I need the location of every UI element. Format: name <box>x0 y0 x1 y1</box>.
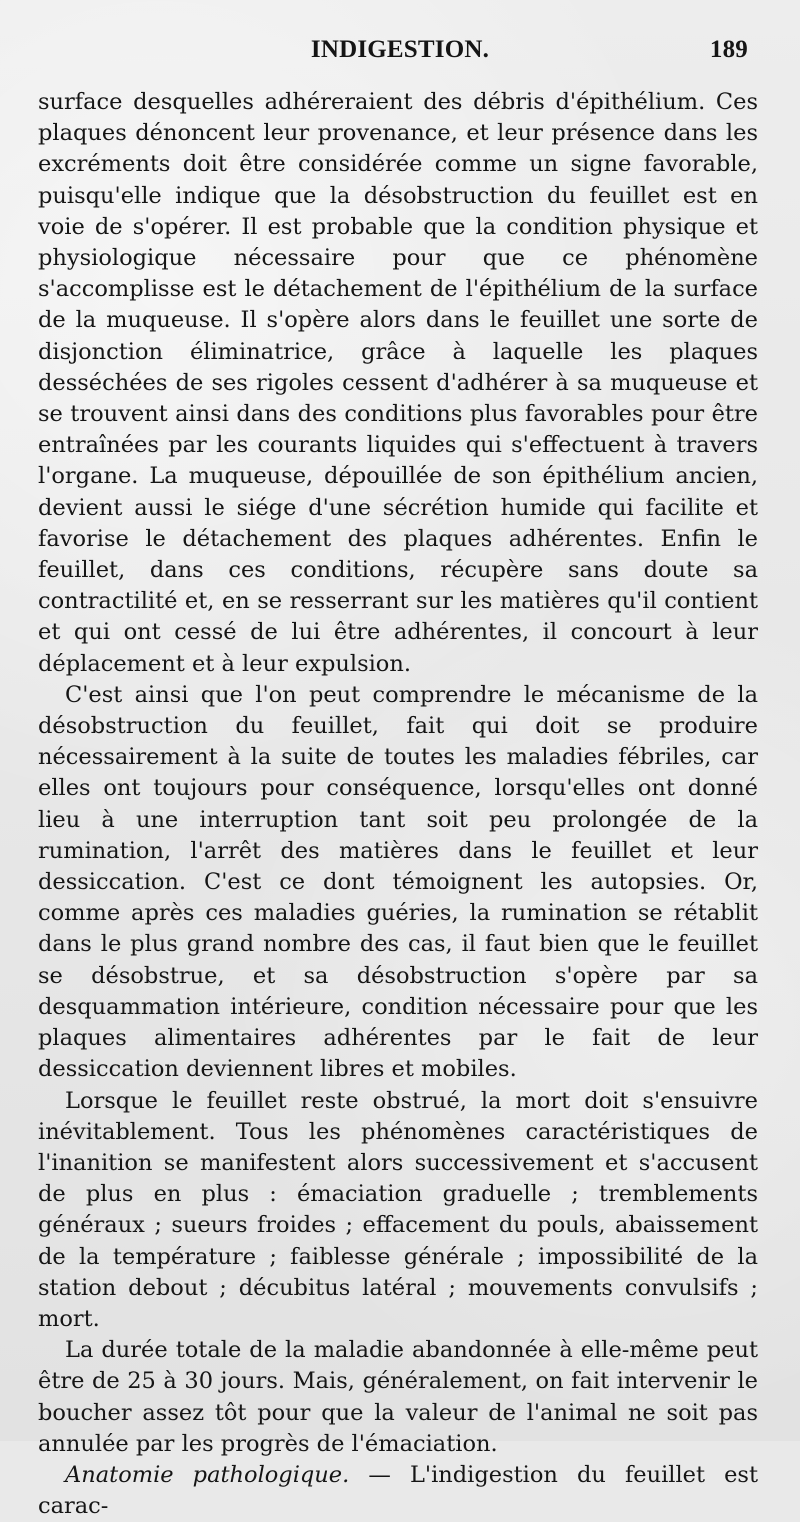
running-header <box>38 28 762 68</box>
paragraph-3: Lorsque le feuillet reste obstrué, la mort doit s'ensuivre inévitablement. Tous les phénomènes caractéristiques de l'inanition se manifestent alors successivement et s'accusent de plus en plus : émaciation graduelle ; tremblements généraux ; sueurs froides ; effacement du pouls, abaissement de la température ; faiblesse générale ; impossibilité de la station debout ; décubitus latéral ; mouvements convulsifs ; mort. <box>38 1087 758 1332</box>
page-number: 189 <box>709 36 748 63</box>
section-heading-continuation: — L'indigestion du feuillet est carac- <box>38 1461 759 1520</box>
section-heading-italic: Anatomie pathologique. <box>65 1461 350 1488</box>
paragraph-2: C'est ainsi que l'on peut comprendre le mécanisme de la désobstruction du feuillet, fait qui doit se produire nécessairement à la suite de toutes les maladies fébriles, car elles ont toujours pour conséquence, lorsqu'elles ont donné lieu à une interruption tant soit peu prolongée de la rumination, l'arrêt des matières dans le feuillet et leur dessiccation. C'est ce dont témoignent les autopsies. Or, comme après ces maladies guéries, la rumination se rétablit dans le plus grand nombre des cas, il faut bien que le feuillet se désobstrue, et sa désobstruction s'opère par sa desquammation intérieure, condition nécessaire pour que les plaques alimentaires adhérentes par le fait de leur dessiccation deviennent libres et mobiles. <box>38 681 758 1083</box>
page-header-title: INDIGESTION. <box>310 36 490 63</box>
paragraph-1: surface desquelles adhéreraient des débris d'épithélium. Ces plaques dénoncent leur provenance, et leur présence dans les excréments doit être considérée comme un signe favorable, puisqu'elle indique que la désobstruction du feuillet est en voie de s'opérer. Il est probable que la condition physique et physiologique nécessaire pour que ce phénomène s'accomplisse est le détachement de l'épithélium de la surface de la muqueuse. Il s'opère alors dans le feuillet une sorte de disjonction éliminatrice, grâce à laquelle les plaques desséchées de ses rigoles cessent d'adhérer à sa muqueuse et se trouvent ainsi dans des conditions plus favorables pour être entraînées par les courants liquides qui s'effectuent à travers l'organe. La muqueuse, dépouillée de son épithélium ancien, devient aussi le siége d'une sécrétion humide qui facilite et favorise le détachement des plaques adhérentes. Enfin le feuillet, dans ces conditions, récupère sans doute sa contractilité et, en se resserrant sur les matières qu'il contient et qui ont cessé de lui être adhérentes, il concourt à leur déplacement et à leur expulsion. <box>38 89 758 677</box>
paragraph-5 <box>38 1460 758 1522</box>
paragraph-4: La durée totale de la maladie abandonnée à elle-même peut être de 25 à 30 jours. Mais, généralement, on fait intervenir le boucher assez tôt pour que la valeur de l'animal ne soit pas annulée par les progrès de l'émaciation. <box>38 1337 758 1457</box>
body-text <box>38 87 758 1522</box>
